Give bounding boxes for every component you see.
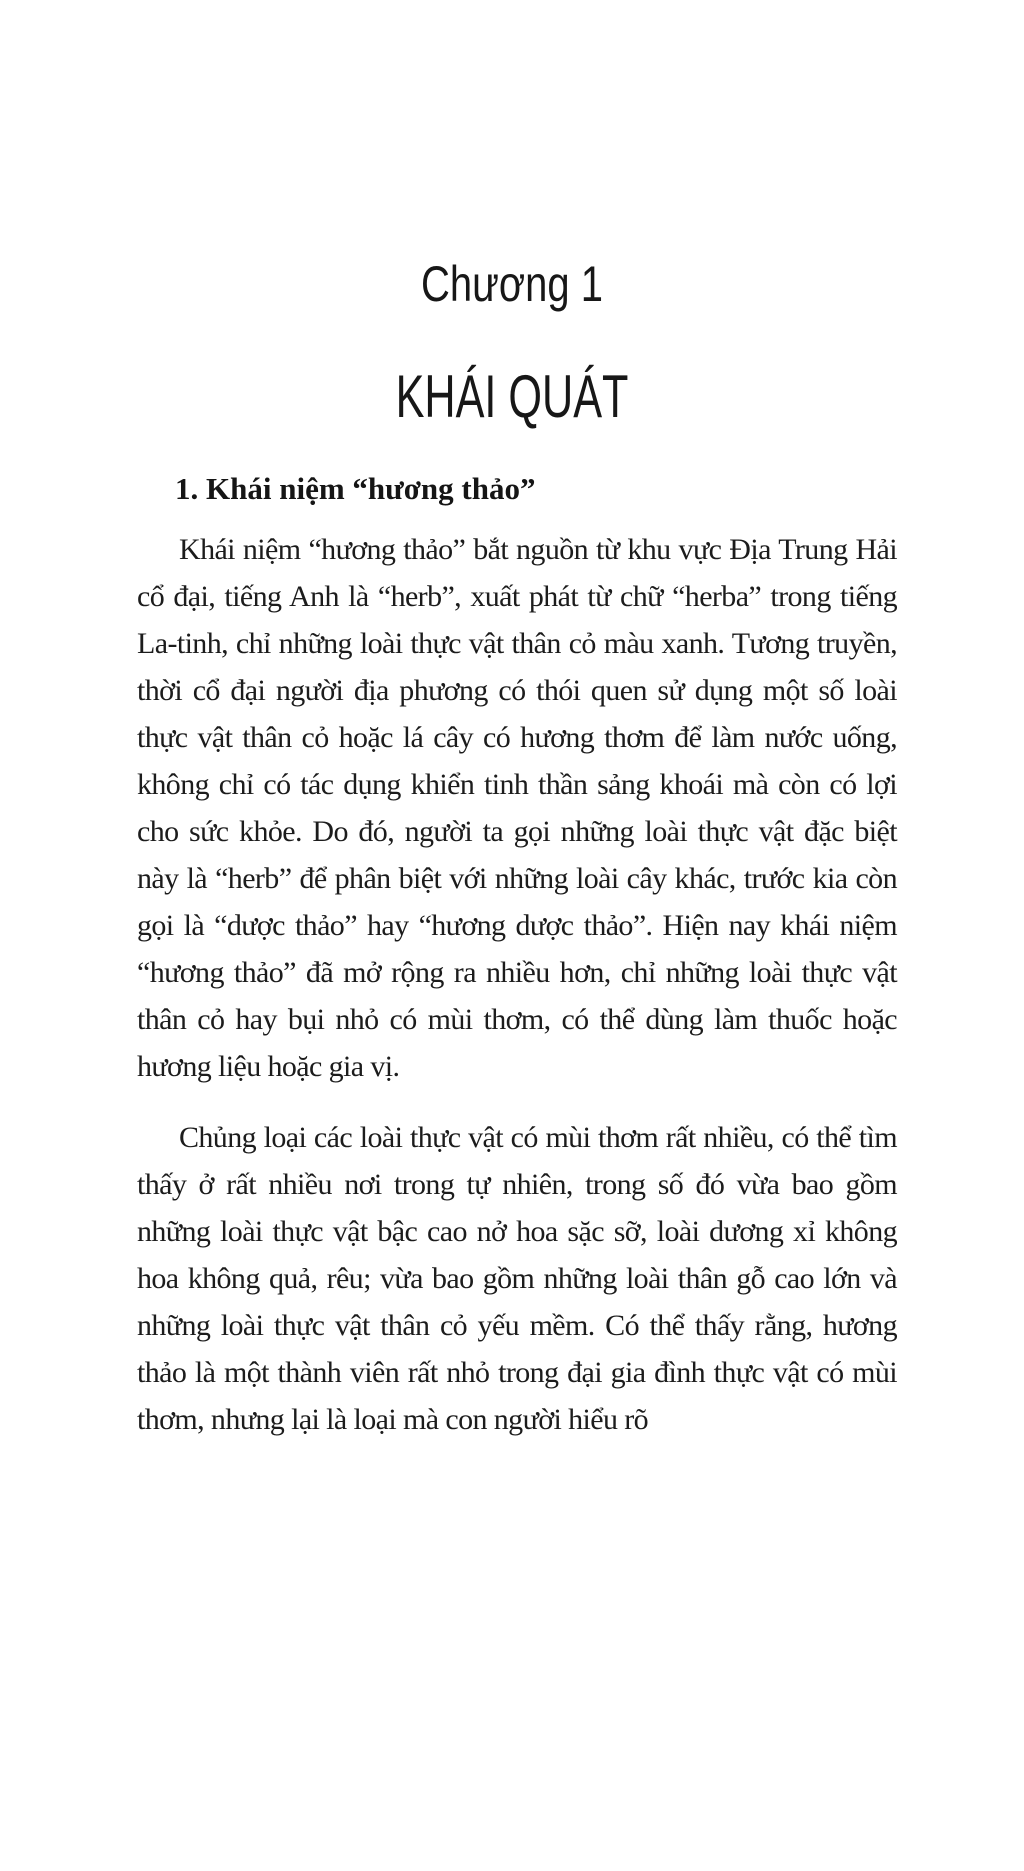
chapter-number: Chương 1	[421, 256, 603, 312]
book-page	[0, 256, 1024, 1871]
text-column	[137, 468, 897, 1443]
paragraph-chung-loai: Chủng loại các loài thực vật có mùi thơm rất nhiều, có thể tìm thấy ở rất nhiều nơi trong tự nhiên, trong số đó vừa bao gồm những loài thực vật bậc cao nở hoa sặc sỡ, loài dương xỉ không hoa không quả, rêu; vừa bao gồm những loài thân gỗ cao lớn và những loài thực vật thân cỏ yếu mềm. Có thể thấy rằng, hương thảo là một thành viên rất nhỏ trong đại gia đình thực vật có mùi thơm, nhưng lại là loại mà con người hiểu rõ	[137, 1121, 897, 1436]
paragraph-khai-niem: Khái niệm “hương thảo” bắt nguồn từ khu vực Địa Trung Hải cổ đại, tiếng Anh là “herb”, xuất phát từ chữ “herba” trong tiếng La-tinh, chỉ những loài thực vật thân cỏ màu xanh. Tương truyền, thời cổ đại người địa phương có thói quen sử dụng một số loài thực vật thân cỏ hoặc lá cây có hương thơm để làm nước uống, không chỉ có tác dụng khiển tinh thần sảng khoái mà còn có lợi cho sức khỏe. Do đó, người ta gọi những loài thực vật đặc biệt này là “herb” để phân biệt với những loài cây khác, trước kia còn gọi là “dược thảo” hay “hương dược thảo”. Hiện nay khái niệm “hương thảo” đã mở rộng ra nhiều hơn, chỉ những loài thực vật thân cỏ hay bụi nhỏ có mùi thơm, có thể dùng làm thuốc hoặc hương liệu hoặc gia vị.	[137, 533, 897, 1083]
chapter-title: KHÁI QUÁT	[395, 363, 629, 430]
section-heading: 1. Khái niệm “hương thảo”	[175, 471, 536, 506]
